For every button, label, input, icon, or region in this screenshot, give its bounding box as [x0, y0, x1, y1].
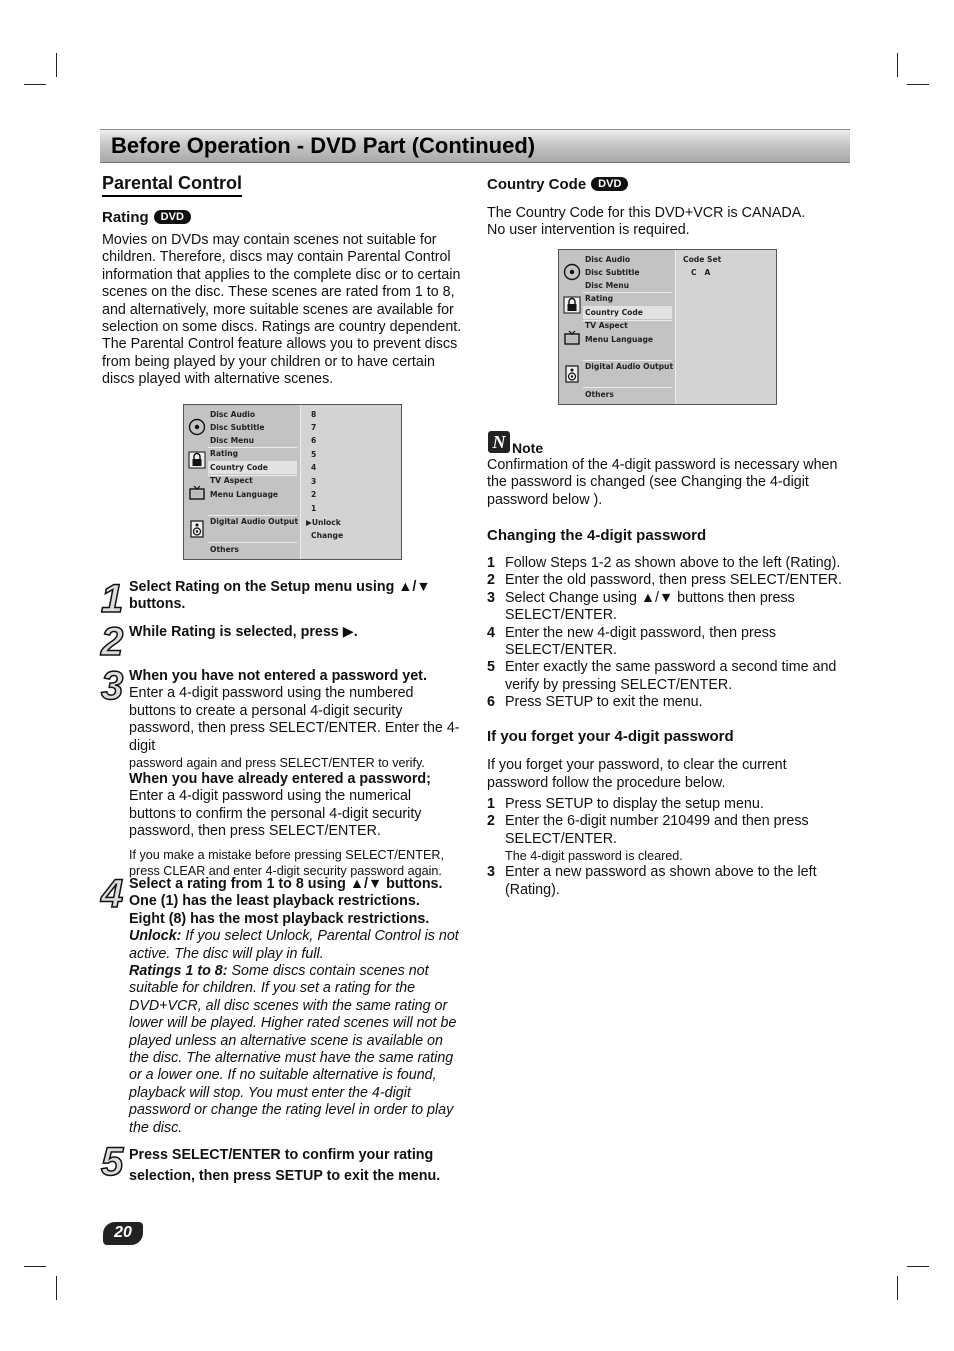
- step-number-2: 2: [101, 620, 122, 664]
- menu-right-pane: [675, 250, 776, 404]
- lock-icon: [188, 451, 206, 469]
- step-3-heading-new: When you have not entered a password yet.: [129, 668, 427, 684]
- tv-icon: [563, 329, 581, 347]
- country-code-text-2: No user intervention is required.: [487, 222, 690, 238]
- menu-separator: [583, 292, 672, 293]
- forgot-password-heading: If you forget your 4-digit password: [487, 728, 734, 745]
- crop-mark: [56, 1276, 57, 1300]
- step-4-heading: Select a rating from 1 to 8 using ▲/▼ buttons. One (1) has the least playback restrictions. Eight (8) has the most playback restrictions.: [129, 876, 443, 927]
- menu-item-others[interactable]: Others: [585, 390, 614, 399]
- rating-setup-menu: [183, 404, 402, 560]
- crop-mark: [907, 84, 929, 85]
- step-3-body-existing: Enter a 4-digit password using the numerical buttons to confirm the personal 4-digit security password, then press SELECT/ENTER.: [129, 788, 422, 840]
- list-item: [487, 625, 857, 660]
- menu-separator: [583, 360, 672, 361]
- code-set-header: Code Set: [683, 255, 722, 264]
- list-item-number: 5: [487, 659, 495, 676]
- menu-item-disc-menu[interactable]: Disc Menu: [210, 436, 255, 445]
- menu-left-pane: [559, 250, 675, 404]
- menu-item-disc-subtitle[interactable]: Disc Subtitle: [585, 268, 640, 277]
- list-item-main-text: Enter the 6-digit number 210499 and then press SELECT/ENTER.: [505, 813, 809, 847]
- list-item: [487, 572, 857, 589]
- list-item-number: 3: [487, 589, 495, 606]
- menu-item-digital-audio-output[interactable]: Digital Audio Output: [210, 517, 299, 526]
- menu-item-menu-language[interactable]: Menu Language: [210, 490, 279, 499]
- password-cleared-note: The 4-digit password is cleared.: [505, 849, 683, 864]
- rating-heading: [102, 209, 191, 226]
- step-2-text: While Rating is selected, press ▶.: [129, 624, 358, 640]
- speaker-icon: [188, 520, 206, 538]
- note-label: Note: [512, 440, 544, 456]
- page-number-badge: [103, 1222, 143, 1245]
- rating-value[interactable]: 1: [311, 504, 317, 513]
- list-item-number: 6: [487, 694, 495, 711]
- menu-item-country-code[interactable]: Country Code: [585, 308, 643, 317]
- step-4-block: [129, 876, 465, 1137]
- rating-value[interactable]: 5: [311, 450, 317, 459]
- step-4-ratings: [129, 963, 465, 1137]
- menu-item-country-code[interactable]: Country Code: [210, 463, 268, 472]
- code-set-value[interactable]: C A: [691, 268, 711, 277]
- list-item-text: Press SETUP to display the setup menu.: [505, 796, 764, 812]
- list-item-text: Enter the new 4-digit password, then press SELECT/ENTER.: [505, 624, 776, 659]
- page-number: 20: [114, 1224, 132, 1241]
- disc-icon: [563, 263, 581, 281]
- unlock-term: Unlock:: [129, 928, 182, 945]
- unlock-option[interactable]: [306, 518, 341, 527]
- list-item-text: Enter exactly the same password a second time and verify by pressing SELECT/ENTER.: [505, 659, 837, 693]
- step-5-text: Press SELECT/ENTER to confirm your rating selection, then press SETUP to exit the menu.: [129, 1147, 441, 1184]
- rating-value[interactable]: 4: [311, 463, 317, 472]
- step-number-3: 3: [101, 664, 122, 708]
- step-3-heading-existing: When you have already entered a password;: [129, 771, 431, 788]
- note-text: Confirmation of the 4-digit password is necessary when the password is changed (see Changing the 4-digit password below ).: [487, 457, 838, 508]
- list-item-text: Follow Steps 1-2 as shown above to the left (Rating).: [505, 555, 841, 571]
- tv-icon: [188, 484, 206, 502]
- crop-mark: [24, 1266, 46, 1267]
- rating-value[interactable]: 7: [311, 423, 317, 432]
- step-3-body-new-verify: password again and press SELECT/ENTER to verify.: [129, 756, 425, 771]
- lock-icon: [563, 296, 581, 314]
- list-item-text: Enter a new password as shown above to the left (Rating).: [505, 864, 817, 898]
- list-item: [487, 555, 857, 572]
- list-item: [487, 813, 857, 864]
- country-code-text-1: The Country Code for this DVD+VCR is CANADA.: [487, 205, 806, 221]
- forgot-password-steps: [487, 796, 857, 899]
- disc-icon: [188, 418, 206, 436]
- list-item-number: 1: [487, 555, 495, 571]
- step-3-body-new: Enter a 4-digit password using the numbered buttons to create a personal 4-digit security password, then press SELECT/ENTER. Enter the 4-digit: [129, 685, 460, 754]
- unlock-description: If you select Unlock, Parental Control is not active. The disc will play in full.: [129, 928, 459, 962]
- step-4-unlock: [129, 928, 465, 963]
- menu-item-rating[interactable]: Rating: [585, 294, 614, 303]
- rating-value[interactable]: 3: [311, 477, 317, 486]
- play-arrow-icon: ▶: [306, 518, 312, 527]
- country-code-heading: [487, 176, 628, 193]
- change-password-steps: [487, 555, 857, 712]
- crop-mark: [56, 53, 57, 77]
- note-icon-letter: N: [492, 432, 506, 452]
- list-item: [487, 590, 857, 625]
- dvd-badge: DVD: [154, 210, 191, 224]
- list-item: [487, 694, 857, 711]
- menu-item-tv-aspect[interactable]: TV Aspect: [585, 321, 628, 330]
- menu-separator: [208, 515, 297, 516]
- crop-mark: [897, 1276, 898, 1300]
- list-item-number: 2: [487, 813, 495, 830]
- forgot-password-intro: If you forget your password, to clear the current password follow the procedure below.: [487, 757, 787, 791]
- menu-separator: [208, 447, 297, 448]
- list-item-number: 2: [487, 572, 495, 589]
- change-option[interactable]: Change: [311, 531, 344, 540]
- list-item-number: 1: [487, 796, 495, 812]
- step-number-1: 1: [101, 577, 122, 621]
- menu-item-disc-menu[interactable]: Disc Menu: [585, 281, 630, 290]
- rating-intro: Movies on DVDs may contain scenes not suitable for children. Therefore, discs may contain Parental Control information that applies to the complete disc or to certain scenes on the disc. These scenes are rated from 1 to 8, and alternatively, more suitable scenes are available for selection on some discs. Ratings are country dependent. The Parental Control feature allows you to prevent discs from being played by your children or to have certain discs played with alternative scenes.: [102, 232, 462, 388]
- country-code-setup-menu: [558, 249, 777, 405]
- dvd-badge: DVD: [591, 177, 628, 191]
- rating-heading-text: Rating: [102, 209, 149, 226]
- crop-mark: [897, 53, 898, 77]
- step-number-4: 4: [101, 872, 122, 916]
- menu-item-rating[interactable]: Rating: [210, 449, 239, 458]
- list-item-text: Enter the old password, then press SELECT/ENTER.: [505, 572, 842, 589]
- note-icon: [488, 431, 510, 453]
- crop-mark: [24, 84, 46, 85]
- step-3-block: [129, 668, 464, 879]
- menu-item-digital-audio-output[interactable]: Digital Audio Output: [585, 362, 674, 371]
- step-number-5: 5: [101, 1140, 122, 1184]
- rating-value[interactable]: 8: [311, 410, 317, 419]
- menu-left-pane: [184, 405, 300, 559]
- rating-value[interactable]: 2: [311, 490, 317, 499]
- menu-item-others[interactable]: Others: [210, 545, 239, 554]
- list-item-text: Press SETUP to exit the menu.: [505, 694, 703, 711]
- list-item-number: 3: [487, 864, 495, 881]
- menu-item-disc-audio[interactable]: Disc Audio: [210, 410, 256, 419]
- menu-item-tv-aspect[interactable]: TV Aspect: [210, 476, 253, 485]
- ratings-term: Ratings 1 to 8:: [129, 963, 228, 980]
- section-title-parental-control: Parental Control: [102, 173, 242, 197]
- menu-item-disc-subtitle[interactable]: Disc Subtitle: [210, 423, 265, 432]
- list-item-number: 4: [487, 624, 495, 641]
- speaker-icon: [563, 365, 581, 383]
- list-item-text: Select Change using ▲/▼ buttons then press SELECT/ENTER.: [505, 589, 795, 624]
- change-password-heading: Changing the 4-digit password: [487, 527, 707, 544]
- list-item-text: [505, 813, 857, 864]
- list-item: [487, 796, 857, 813]
- step-3-mistake-note: If you make a mistake before pressing SELECT/ENTER, press CLEAR and enter 4-digit security password again.: [129, 847, 444, 878]
- menu-separator: [583, 387, 672, 388]
- page-title: Before Operation - DVD Part (Continued): [111, 133, 536, 158]
- list-item: [487, 864, 857, 899]
- list-item: [487, 659, 857, 694]
- rating-value[interactable]: 6: [311, 436, 317, 445]
- country-code-heading-text: Country Code: [487, 176, 587, 193]
- step-1-text: Select Rating on the Setup menu using ▲/▼ buttons.: [129, 579, 431, 613]
- menu-item-disc-audio[interactable]: Disc Audio: [585, 255, 631, 264]
- menu-item-menu-language[interactable]: Menu Language: [585, 335, 654, 344]
- ratings-description: Some discs contain scenes not suitable for children. If you set a rating for the DVD+VCR, all disc scenes with the same rating or lower will be played. Higher rated scenes will not be played unless an alternative scene is available on the disc. The alternative must have the same rating or a lower one. If no suitable alternative is found, playback will stop. You must enter the 4-digit password or change the rating level in order to play the disc.: [129, 963, 457, 1136]
- menu-right-pane: [300, 405, 401, 559]
- crop-mark: [907, 1266, 929, 1267]
- page-header-bar: [100, 129, 850, 163]
- menu-separator: [208, 542, 297, 543]
- unlock-label: Unlock: [311, 518, 341, 527]
